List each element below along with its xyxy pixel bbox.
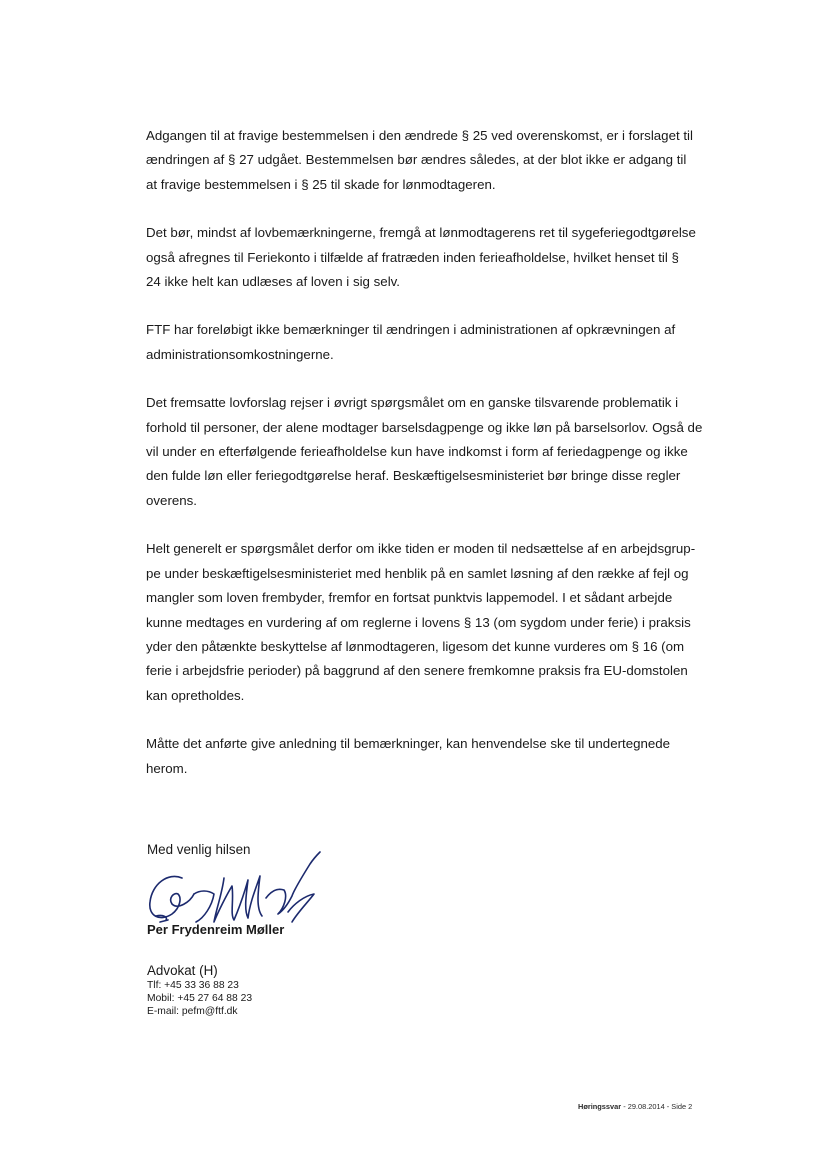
text-line: at fravige bestemmelsen i § 25 til skade for lønmodtageren. xyxy=(146,176,496,192)
text-line: den fulde løn eller feriegodtgørelse heraf. Beskæftigelsesministeriet bør bringe disse regler xyxy=(146,468,681,484)
text-line: vil under en efterfølgende ferieafholdelse kun have indkomst i form af feriedagpenge og ikke xyxy=(146,444,688,460)
paragraph-2 xyxy=(146,221,716,294)
paragraph-4 xyxy=(146,391,716,513)
email-address: E-mail: pefm@ftf.dk xyxy=(147,1006,238,1017)
closing-salutation: Med venlig hilsen xyxy=(147,842,251,857)
footer-label: Høringssvar xyxy=(578,1102,622,1111)
footer-details: - 29.08.2014 - Side 2 xyxy=(621,1102,693,1111)
paragraph-3 xyxy=(146,318,716,367)
letter-body xyxy=(146,124,716,805)
signer-name: Per Frydenreim Møller xyxy=(147,922,285,937)
text-line: yder den påtænkte beskyttelse af lønmodtageren, ligesom det kunne vurderes om § 16 (om xyxy=(146,638,685,654)
text-line: Helt generelt er spørgsmålet derfor om ikke tiden er moden til nedsættelse af en arbejdsgrup- xyxy=(146,541,696,557)
phone-number: Tlf: +45 33 36 88 23 xyxy=(147,980,239,991)
text-line: Det bør, mindst af lovbemærkningerne, fremgå at lønmodtagerens ret til sygeferiegodtgørelse xyxy=(146,225,696,241)
text-line: 24 ikke helt kan udlæses af loven i sig selv. xyxy=(146,274,401,290)
text-line: Måtte det anførte give anledning til bemærkninger, kan henvendelse ske til undertegnede xyxy=(146,736,671,752)
text-line: forhold til personer, der alene modtager barselsdagpenge og ikke løn på barselsorlov. Også de xyxy=(146,419,703,435)
paragraph-6 xyxy=(146,732,716,781)
text-line: administrationsomkostningerne. xyxy=(146,346,334,362)
text-line: kunne medtages en vurdering af om reglerne i lovens § 13 (om sygdom under ferie) i praksis xyxy=(146,614,691,630)
mobile-number: Mobil: +45 27 64 88 23 xyxy=(147,993,253,1004)
text-line: også afregnes til Feriekonto i tilfælde af fratræden inden ferieafholdelse, hvilket henset til § xyxy=(146,249,679,265)
signer-title: Advokat (H) xyxy=(147,963,218,978)
text-line: pe under beskæftigelsesministeriet med henblik på en samlet løsning af den række af fejl og xyxy=(146,565,689,581)
text-line: Det fremsatte lovforslag rejser i øvrigt spørgsmålet om en ganske tilsvarende problematik i xyxy=(146,395,679,411)
text-line: Adgangen til at fravige bestemmelsen i den ændrede § 25 ved overenskomst, er i forslaget til xyxy=(146,128,693,143)
text-line: FTF har foreløbigt ikke bemærkninger til ændringen i administrationen af opkrævningen af xyxy=(146,322,676,338)
text-line: overens. xyxy=(146,492,197,508)
paragraph-1 xyxy=(146,124,716,197)
text-line: herom. xyxy=(146,760,188,776)
text-line: ferie i arbejdsfrie perioder) på baggrund af den senere fremkomne praksis fra EU-domstolen xyxy=(146,663,688,679)
text-line: ændringen af § 27 udgået. Bestemmelsen bør ændres således, at der blot ikke er adgang til xyxy=(146,152,687,168)
text-line: mangler som loven frembyder, fremfor en fortsat punktvis lappemodel. I et sådant arbejde xyxy=(146,590,673,606)
page-footer xyxy=(578,1102,692,1112)
paragraph-5 xyxy=(146,537,716,708)
contact-block xyxy=(147,979,252,1018)
text-line: kan opretholdes. xyxy=(146,687,245,703)
